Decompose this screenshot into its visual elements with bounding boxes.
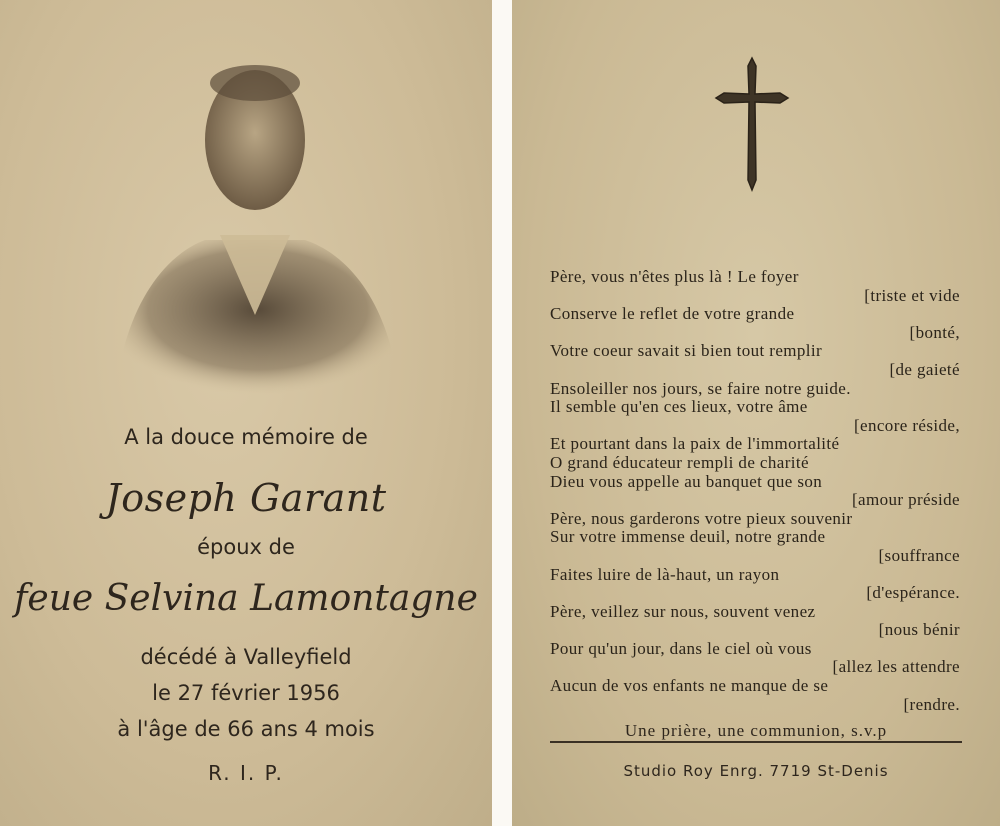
printer-credit: Studio Roy Enrg. 7719 St-Denis bbox=[623, 762, 889, 780]
gutter bbox=[492, 0, 512, 826]
poem-line: [souffrance bbox=[878, 545, 960, 565]
poem-line: [allez les attendre bbox=[832, 657, 960, 677]
memorial-card-back bbox=[512, 0, 1000, 826]
dedication-line: A la douce mémoire de bbox=[124, 425, 368, 449]
poem-line: [d'espérance. bbox=[866, 583, 960, 603]
poem-line: [de gaieté bbox=[889, 359, 960, 379]
cross-icon bbox=[712, 56, 792, 196]
memorial-card-front bbox=[0, 0, 492, 826]
poem-line: Père, veillez sur nous, souvent venez bbox=[550, 601, 816, 621]
death-place: décédé à Valleyfield bbox=[140, 645, 352, 669]
poem-line: Dieu vous appelle au banquet que son bbox=[550, 471, 823, 491]
poem-line: O grand éducateur rempli de charité bbox=[550, 452, 809, 472]
poem-line: [encore réside, bbox=[853, 415, 960, 435]
poem-line: Père, vous n'êtes plus là ! Le foyer bbox=[550, 267, 799, 286]
poem-line: [nous bénir bbox=[878, 620, 960, 640]
divider-line bbox=[550, 741, 962, 743]
death-date: le 27 février 1956 bbox=[152, 681, 340, 705]
poem-line: [bonté, bbox=[909, 322, 960, 342]
rip-text: R. I. P. bbox=[208, 761, 284, 785]
poem-line: [triste et vide bbox=[864, 285, 960, 305]
spouse-intro: époux de bbox=[197, 535, 295, 559]
deceased-name: Joseph Garant bbox=[105, 476, 387, 520]
poem-line: [rendre. bbox=[903, 694, 960, 714]
age-at-death: à l'âge de 66 ans 4 mois bbox=[117, 717, 375, 741]
prayer-request: Une prière, une communion, s.v.p bbox=[624, 721, 888, 740]
portrait-photo bbox=[95, 35, 415, 405]
poem-line: Sur votre immense deuil, notre grande bbox=[550, 527, 826, 547]
poem-line: Père, nous garderons votre pieux souvenir bbox=[550, 508, 853, 528]
poem-line: Et pourtant dans la paix de l'immortalité bbox=[550, 434, 840, 454]
poem-line: Ensoleiller nos jours, se faire notre guide. bbox=[550, 378, 851, 398]
poem bbox=[550, 268, 962, 714]
poem-line: Il semble qu'en ces lieux, votre âme bbox=[550, 397, 808, 417]
poem-line: [amour préside bbox=[851, 490, 960, 510]
poem-line: Conserve le reflet de votre grande bbox=[550, 304, 795, 324]
poem-line: Aucun de vos enfants ne manque de se bbox=[550, 676, 829, 696]
poem-line: Pour qu'un jour, dans le ciel où vous bbox=[550, 638, 812, 658]
spouse-name: feue Selvina Lamontagne bbox=[14, 578, 478, 619]
poem-line: Faites luire de là-haut, un rayon bbox=[550, 564, 780, 584]
poem-line: Votre coeur savait si bien tout remplir bbox=[550, 341, 823, 361]
